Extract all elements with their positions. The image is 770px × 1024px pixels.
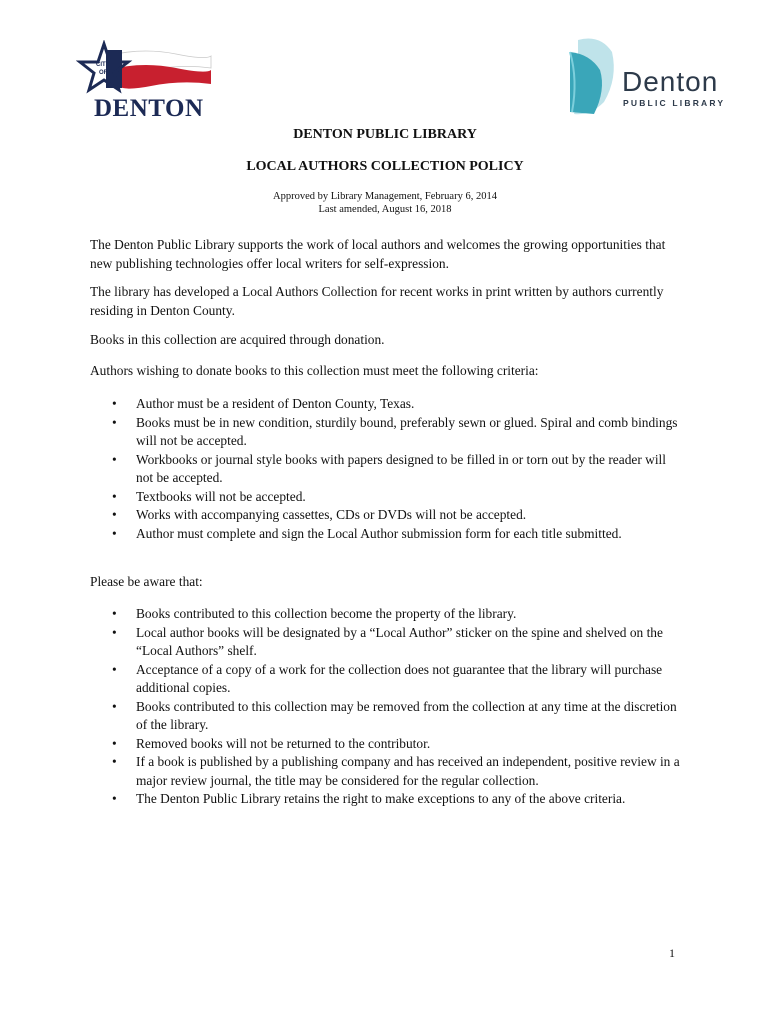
of-small-label: OF [99,70,108,76]
list-item-text: Works with accompanying cassettes, CDs or DVDs will not be accepted. [136,507,527,522]
paragraph-text: The library has developed a Local Authors Collection for recent works in print written by authors currently residing in Denton County. [90,284,664,318]
list-item-text: Acceptance of a copy of a work for the collection does not guarantee that the library will purchase additional copies. [136,661,663,695]
list-item [90,790,680,809]
list-item-text: Author must be a resident of Denton County, Texas. [136,396,415,411]
bullet-icon: • [112,507,117,522]
city-of-denton-logo [76,40,216,120]
list-item [90,451,680,488]
list-item [90,624,680,661]
list-item [90,488,680,507]
amended-line: Last amended, August 16, 2018 [318,204,452,215]
list-item-text: The Denton Public Library retains the right to make exceptions to any of the above criteria. [136,791,626,806]
library-subtitle: PUBLIC LIBRARY [623,98,726,108]
bullet-icon: • [112,414,117,430]
paragraph-text: The Denton Public Library supports the work of local authors and welcomes the growing opportunities that new publishing technologies offer local writers for self-expression. [90,237,666,271]
list-item-text: Books must be in new condition, sturdily bound, preferably sewn or glued. Spiral and comb bindings will not be accepted. [136,414,678,448]
bullet-icon: • [112,451,117,467]
list-item [90,735,680,754]
bullet-icon: • [112,624,117,640]
criteria-intro-paragraph [90,362,680,381]
page-number: 1 [669,946,675,960]
list-item [90,605,680,624]
collection-paragraph [90,283,680,320]
bullet-icon: • [112,754,117,769]
awareness-intro-paragraph [90,573,680,592]
list-item [90,506,680,525]
city-name: DENTON [94,95,204,122]
list-item-text: If a book is published by a publishing company and has received an independent, positive review in a major review journal, the title may be considered for the regular collection. [136,754,680,788]
list-item [90,661,680,698]
list-item-text: Workbooks or journal style books with papers designed to be filled in or torn out by the reader will not be accepted. [136,451,666,485]
library-name: Denton [622,66,719,97]
paragraph-text: Authors wishing to donate books to this collection must meet the following criteria: [90,363,539,378]
intro-paragraph [90,236,680,273]
list-item [90,525,680,544]
bullet-icon: • [112,735,117,751]
list-item-text: Author must complete and sign the Local Author submission form for each title submitted. [136,525,622,541]
list-item-text: Textbooks will not be accepted. [136,488,306,504]
book-leaf-icon [560,30,620,120]
denton-public-library-logo [560,30,730,120]
city-small-label: CITY [96,62,110,68]
donation-paragraph [90,331,680,350]
bullet-icon: • [112,525,117,541]
list-item-text: Books contributed to this collection may be removed from the collection at any time at the discretion of the library. [136,698,677,732]
awareness-list [90,605,680,809]
document-title: DENTON PUBLIC LIBRARY [293,127,477,142]
list-item-text: Books contributed to this collection become the property of the library. [136,606,517,621]
list-item [90,753,680,790]
list-item-text: Removed books will not be returned to the contributor. [136,735,431,751]
bullet-icon: • [112,606,117,621]
paragraph-text: Please be aware that: [90,574,203,589]
list-item [90,395,680,414]
approval-info [0,190,770,216]
bullet-icon: • [112,791,117,806]
approved-line: Approved by Library Management, February 6, 2014 [273,191,497,202]
bullet-icon: • [112,396,117,411]
list-item [90,698,680,735]
list-item-text: Local author books will be designated by a “Local Author” sticker on the spine and shelved on the “Local Authors” shelf. [136,624,663,658]
paragraph-text: Books in this collection are acquired through donation. [90,332,385,347]
list-item [90,414,680,451]
document-subtitle: LOCAL AUTHORS COLLECTION POLICY [246,159,524,174]
bullet-icon: • [112,488,117,504]
bullet-icon: • [112,698,117,714]
texas-flag-star-icon [76,40,216,100]
criteria-list [90,395,680,543]
bullet-icon: • [112,661,117,677]
